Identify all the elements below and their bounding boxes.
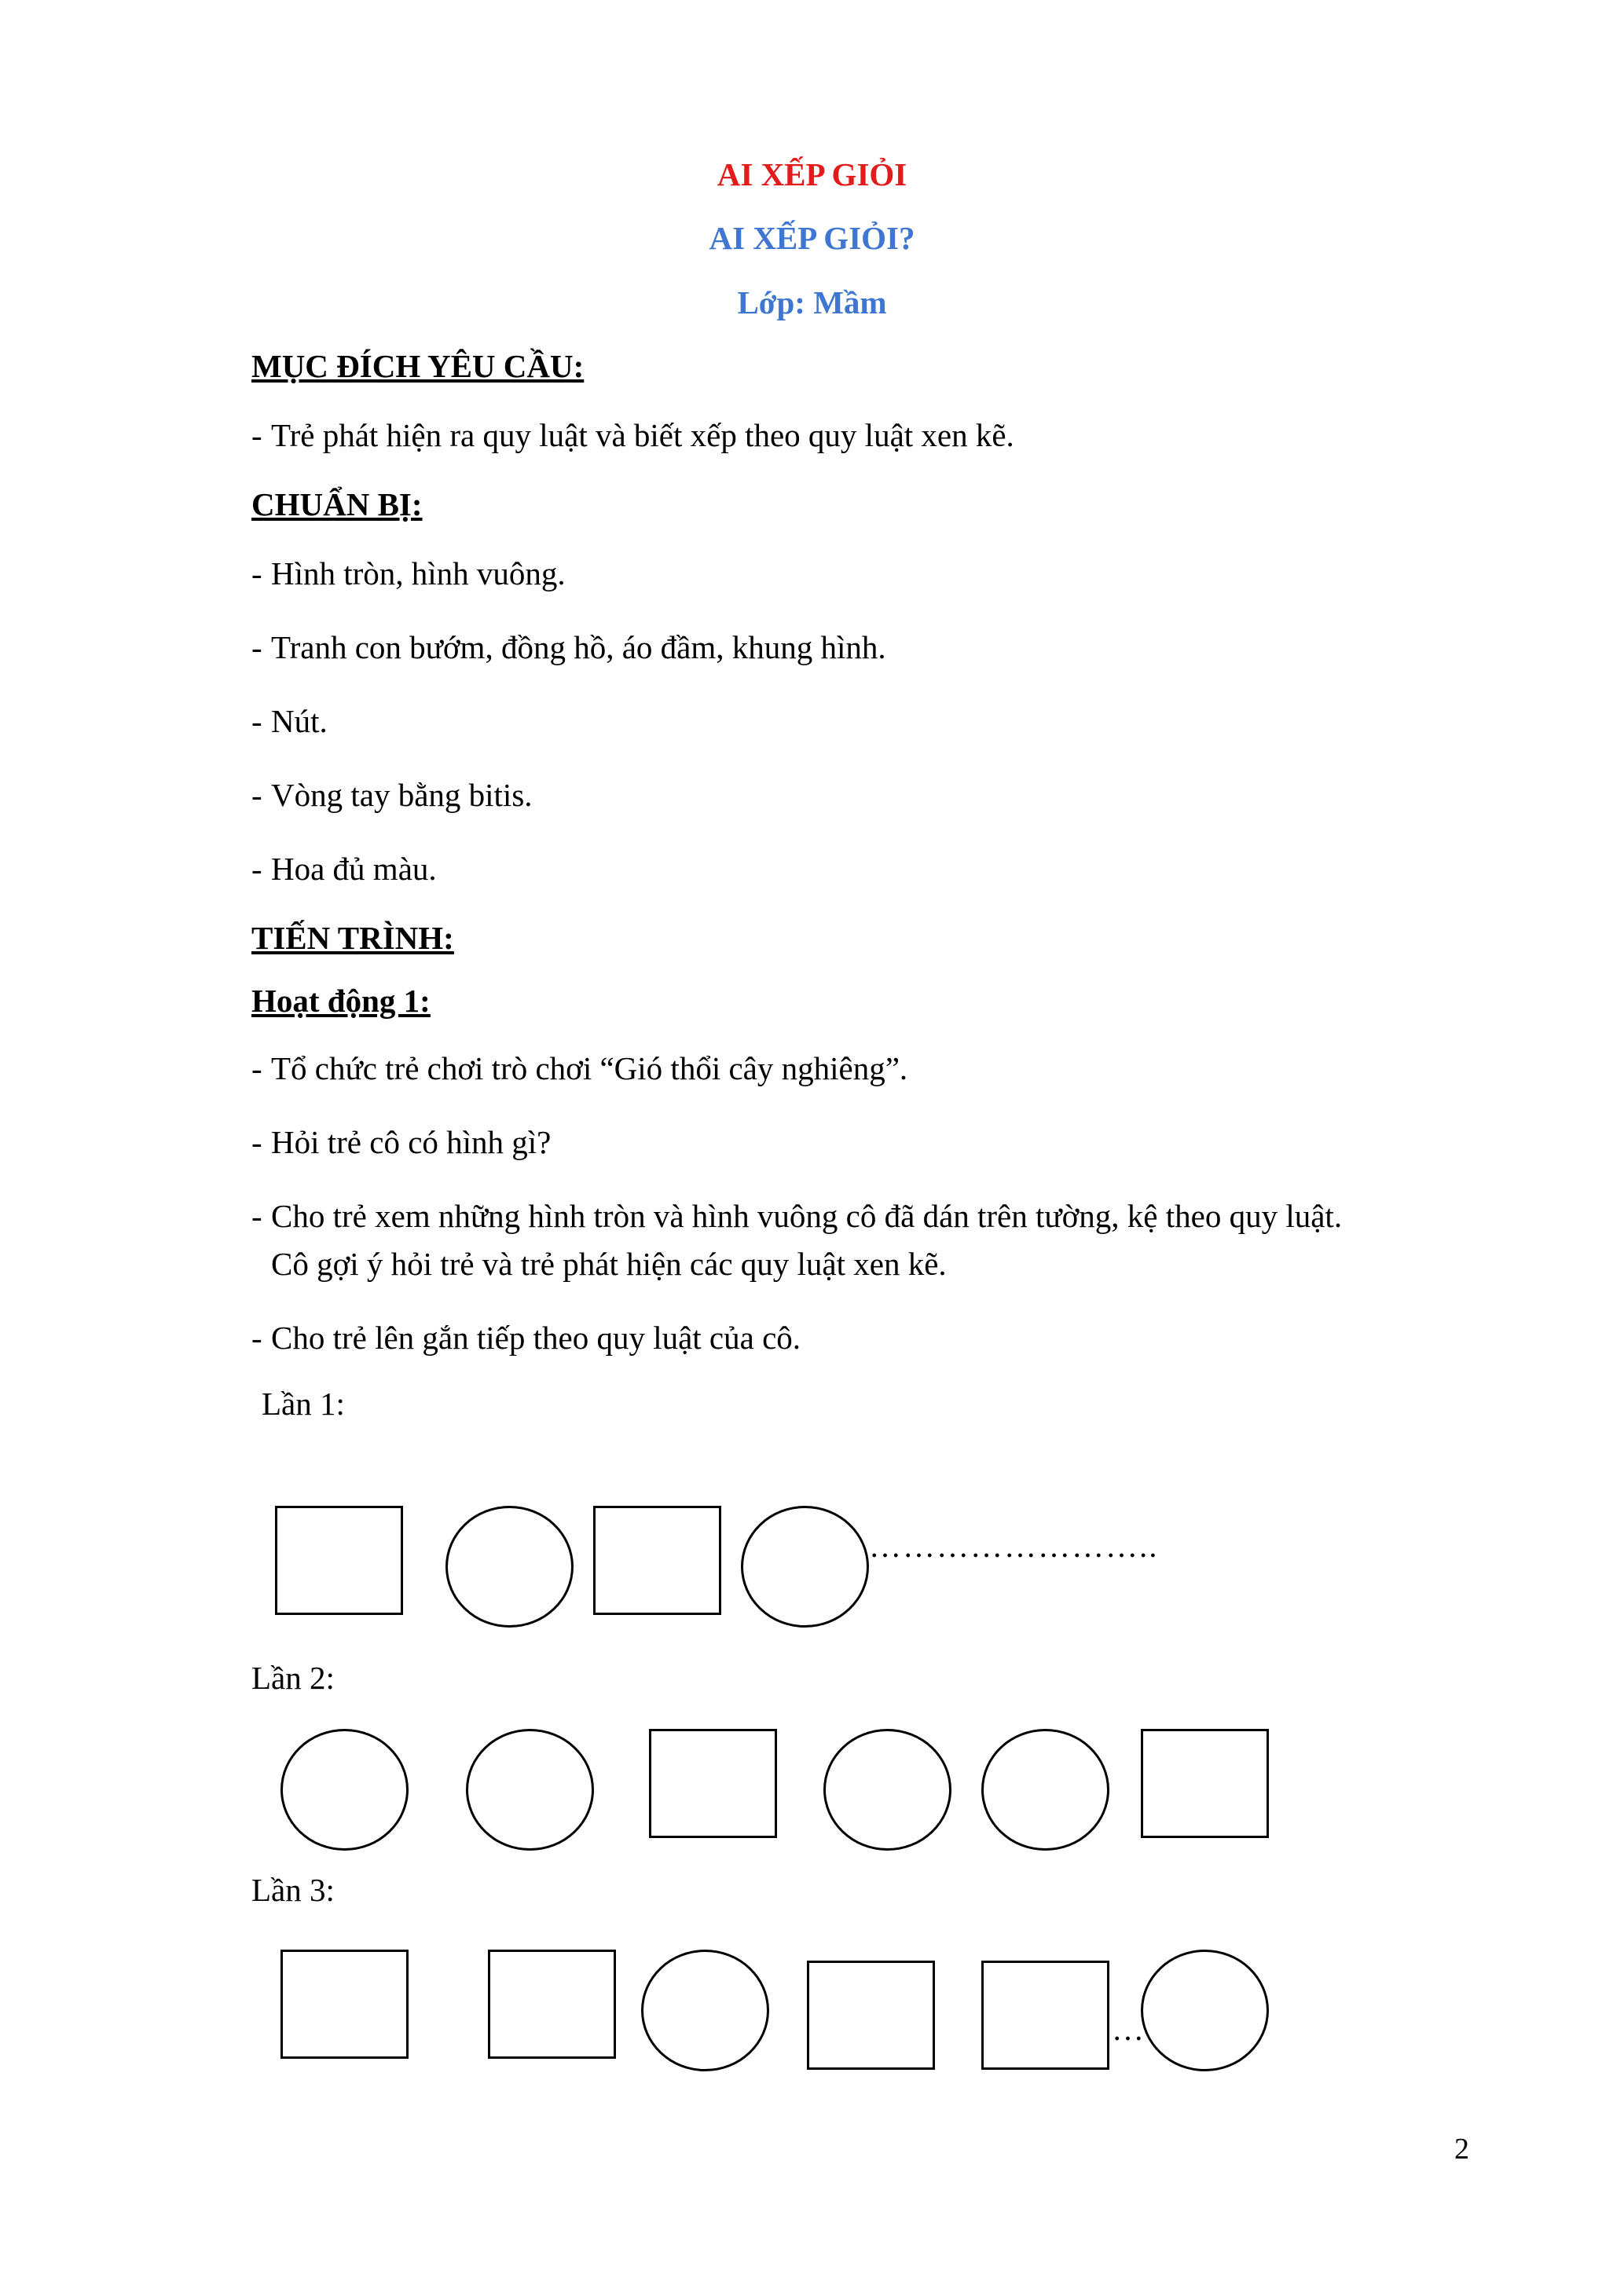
circle-shape bbox=[280, 1729, 409, 1851]
process-item: - Tổ chức trẻ chơi trò chơi “Gió thổi cây nghiêng”. bbox=[251, 1050, 908, 1086]
square-shape bbox=[1141, 1729, 1269, 1838]
page-number: 2 bbox=[1454, 2133, 1469, 2166]
bullet-dash: - bbox=[251, 851, 262, 887]
process-item: - Cho trẻ xem những hình tròn và hình vuông cô đã dán trên tường, kệ theo quy luật. bbox=[251, 1198, 1343, 1234]
process-item: - Hỏi trẻ cô có hình gì? bbox=[251, 1124, 552, 1160]
square-shape bbox=[488, 1950, 616, 2059]
bullet-dash: - bbox=[251, 703, 262, 739]
bullet-dash: - bbox=[251, 1050, 262, 1086]
preparation-item: - Tranh con bướm, đồng hồ, áo đầm, khung hình. bbox=[251, 629, 886, 665]
continuation-dots: …………………….. bbox=[869, 1528, 1159, 1564]
main-title: AI XẾP GIỎI bbox=[717, 156, 907, 192]
circle-shape bbox=[1141, 1950, 1269, 2071]
continuation-dots: … bbox=[1112, 2011, 1146, 2047]
square-shape bbox=[280, 1950, 409, 2059]
circle-shape bbox=[641, 1950, 769, 2071]
preparation-item: - Hoa đủ màu. bbox=[251, 851, 437, 887]
sub-title: AI XẾP GIỎI? bbox=[709, 220, 915, 256]
square-shape bbox=[649, 1729, 777, 1838]
bullet-dash: - bbox=[251, 1320, 262, 1356]
circle-shape bbox=[823, 1729, 951, 1851]
circle-shape bbox=[445, 1506, 574, 1628]
process-item: - Cho trẻ lên gắn tiếp theo quy luật của cô. bbox=[251, 1320, 801, 1356]
preparation-item: - Vòng tay bằng bitis. bbox=[251, 777, 533, 813]
round-label: Lần 1: bbox=[262, 1386, 345, 1422]
bullet-dash: - bbox=[251, 417, 262, 453]
preparation-item: - Nút. bbox=[251, 703, 328, 739]
round-label: Lần 2: bbox=[251, 1660, 335, 1696]
process-item-continuation: Cô gợi ý hỏi trẻ và trẻ phát hiện các quy luật xen kẽ. bbox=[271, 1246, 947, 1282]
square-shape bbox=[807, 1961, 935, 2070]
circle-shape bbox=[741, 1506, 869, 1628]
preparation-item: - Hình tròn, hình vuông. bbox=[251, 555, 566, 591]
bullet-dash: - bbox=[251, 777, 262, 813]
square-shape bbox=[981, 1961, 1109, 2070]
round-label: Lần 3: bbox=[251, 1872, 335, 1908]
square-shape bbox=[275, 1506, 403, 1615]
objective-item: - Trẻ phát hiện ra quy luật và biết xếp theo quy luật xen kẽ. bbox=[251, 417, 1014, 453]
bullet-dash: - bbox=[251, 1198, 262, 1234]
process-heading: TIẾN TRÌNH: bbox=[251, 920, 454, 956]
objective-heading: MỤC ĐÍCH YÊU CẦU: bbox=[251, 348, 585, 384]
activity-heading: Hoạt động 1: bbox=[251, 983, 431, 1019]
class-title: Lớp: Mầm bbox=[737, 284, 887, 320]
circle-shape bbox=[466, 1729, 594, 1851]
bullet-dash: - bbox=[251, 1124, 262, 1160]
circle-shape bbox=[981, 1729, 1109, 1851]
bullet-dash: - bbox=[251, 555, 262, 591]
preparation-heading: CHUẨN BỊ: bbox=[251, 486, 423, 522]
bullet-dash: - bbox=[251, 629, 262, 665]
square-shape bbox=[593, 1506, 721, 1615]
